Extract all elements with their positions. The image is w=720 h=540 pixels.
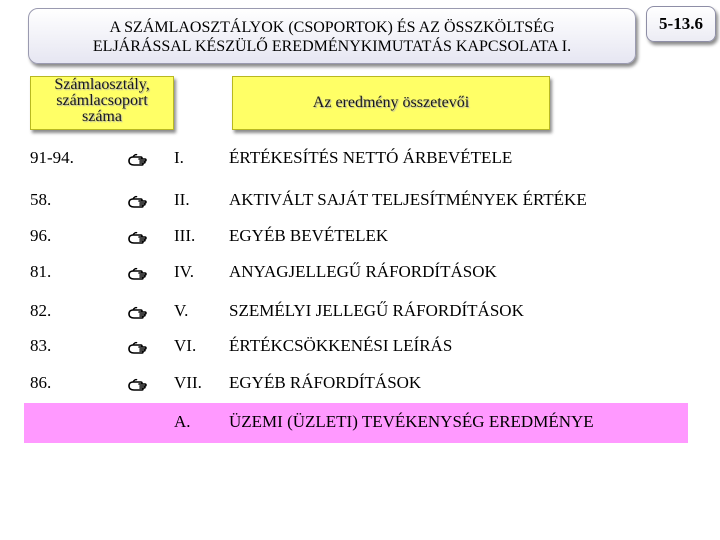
table-row — [0, 369, 720, 399]
component-label: SZEMÉLYI JELLEGŰ RÁFORDÍTÁSOK — [229, 301, 524, 320]
table-row — [0, 297, 720, 327]
pointing-hand-icon — [128, 263, 148, 283]
component-label: EGYÉB RÁFORDÍTÁSOK — [229, 373, 422, 392]
roman-numeral: VI. — [174, 336, 197, 355]
component-label: ÉRTÉKCSÖKKENÉSI LEÍRÁS — [229, 336, 453, 355]
account-header-line-3: száma — [82, 108, 122, 125]
component-label: AKTIVÁLT SAJÁT TELJESÍTMÉNYEK ÉRTÉKE — [229, 190, 587, 209]
component-label: ÉRTÉKESÍTÉS NETTÓ ÁRBEVÉTELE — [229, 148, 513, 167]
table-row — [0, 144, 720, 174]
slide-code-badge: 5-13.6 — [646, 6, 716, 42]
table-row — [0, 186, 720, 216]
pointing-hand-icon — [128, 302, 148, 322]
title-line-1: A SZÁMLAOSZTÁLYOK (CSOPORTOK) ÉS AZ ÖSSZKÖLTSÉG — [109, 19, 555, 36]
result-row — [0, 408, 720, 438]
pointing-hand-icon — [128, 191, 148, 211]
account-number: 82. — [30, 301, 52, 320]
roman-numeral: I. — [174, 148, 184, 167]
table-row — [0, 258, 720, 288]
result-label: ÜZEMI (ÜZLETI) TEVÉKENYSÉG EREDMÉNYE — [229, 412, 594, 431]
result-roman: A. — [174, 412, 191, 431]
table-row — [0, 332, 720, 362]
title-line-2: ELJÁRÁSSAL KÉSZÜLŐ EREDMÉNYKIMUTATÁS KAPCSOLATA I. — [92, 38, 572, 55]
component-label: EGYÉB BEVÉTELEK — [229, 226, 389, 245]
account-number: 91-94. — [30, 148, 74, 167]
component-label: ANYAGJELLEGŰ RÁFORDÍTÁSOK — [229, 262, 497, 281]
account-header-line-1: Számlaosztály, — [54, 76, 150, 93]
account-column-header — [30, 76, 174, 130]
pointing-hand-icon — [128, 149, 148, 169]
pointing-hand-icon — [128, 337, 148, 357]
account-header-line-2: számlacsoport — [56, 92, 148, 109]
roman-numeral: III. — [174, 226, 196, 245]
account-number: 81. — [30, 262, 52, 281]
roman-numeral: V. — [174, 301, 189, 320]
account-number: 86. — [30, 373, 52, 392]
pointing-hand-icon — [128, 227, 148, 247]
components-column-header: Az eredmény összetevői — [232, 76, 550, 130]
pointing-hand-icon — [128, 374, 148, 394]
account-number: 83. — [30, 336, 52, 355]
roman-numeral: VII. — [174, 373, 202, 392]
roman-numeral: IV. — [174, 262, 194, 281]
slide-title — [28, 8, 636, 64]
table-row — [0, 222, 720, 252]
roman-numeral: II. — [174, 190, 190, 209]
account-number: 58. — [30, 190, 52, 209]
account-number: 96. — [30, 226, 52, 245]
